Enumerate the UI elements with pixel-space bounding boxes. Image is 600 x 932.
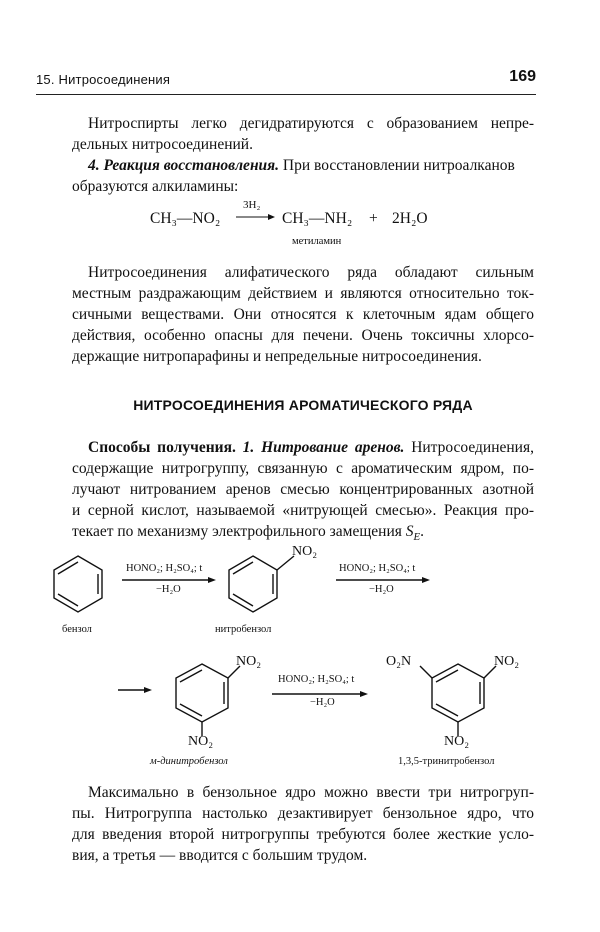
- paragraph-4-line-4: и серной кислот, называемой «нитрующей смесью». Реакция про-: [72, 502, 534, 519]
- reagents-1-bottom: −H₂O: [156, 584, 181, 595]
- reduction-heading: 4. Реакция восстановления.: [88, 157, 280, 174]
- se-symbol: S: [405, 523, 414, 540]
- reagents-3-top: HONO₂; H₂SO₄; t: [278, 674, 355, 685]
- methylamine-label: метиламин: [292, 236, 342, 247]
- reagents-1-top: HONO₂; H₂SO₄; t: [126, 563, 203, 574]
- dinitro-no2-bottom: NO₂: [188, 734, 214, 749]
- paragraph-1-line-2: дельных нитросоединений.: [72, 136, 253, 153]
- trinitro-o2n-left: O₂N: [386, 654, 412, 669]
- nitrobenzene-label: нитробензол: [215, 624, 272, 635]
- equation-product: CH₃—NH₂: [282, 210, 353, 227]
- paragraph-2-line-1: При восстановлении нитроалканов: [279, 157, 515, 174]
- trinitro-label: 1,3,5-тринитробензол: [398, 756, 495, 767]
- trinitro-no2-bottom: NO₂: [444, 734, 470, 749]
- running-header: 15. Нитросоединения: [36, 72, 171, 87]
- nitrobenzene-no2: NO₂: [292, 544, 318, 559]
- paragraph-2-line-2: образуются алкиламины:: [72, 178, 239, 195]
- paragraph-3-line-5: держащие нитропарафины и непредельные нитросоединения.: [72, 348, 482, 365]
- paragraph-5: [72, 782, 534, 866]
- dinitrobenzene-ring: [176, 664, 228, 722]
- reagents-2-bottom: −H₂O: [369, 584, 394, 595]
- reagents-2-top: HONO₂; H₂SO₄; t: [339, 563, 416, 574]
- se-subscript: E: [413, 531, 421, 544]
- paragraph-4-line-5: текает по механизму электрофильного замещения: [72, 523, 402, 540]
- nitration-heading: 1. Нитрование аренов.: [235, 439, 405, 456]
- paragraph-4-line-3: лучают нитрованием аренов смесью концентрированных азотной: [72, 481, 534, 498]
- se-tail: .: [420, 523, 425, 540]
- paragraph-3-line-1: Нитросоединения алифатического ряда обладают сильным: [88, 264, 534, 281]
- nitrobenzene-ring: [229, 556, 277, 612]
- benzene-ring: [54, 556, 102, 612]
- equation-plus: +: [369, 210, 378, 227]
- equation-water: 2H₂O: [392, 210, 428, 227]
- equation-reactant: CH₃—NO₂: [150, 210, 221, 227]
- dinitro-label: м-динитробензол: [150, 756, 228, 767]
- paragraph-5-line-4: вия, а третья — вводится с большим трудом.: [72, 847, 368, 864]
- paragraph-3-line-4: действия, особенно опасны для печени. Очень токсичны хлорсо-: [72, 327, 534, 344]
- benzene-label: бензол: [62, 624, 92, 635]
- paragraph-5-line-1: Максимально в бензольное ядро можно ввести три нитрогруп-: [88, 784, 534, 801]
- equation-reagent: 3H₂: [243, 199, 261, 211]
- paragraph-4-line-2: содержащие нитрогруппу, связанную с ароматическим ядром, по-: [72, 460, 534, 477]
- paragraph-3-line-2: местным раздражающим действием и являются относительно ток-: [72, 285, 534, 302]
- paragraph-5-line-3: для введения второй нитрогруппы требуются более жесткие усло-: [72, 826, 534, 843]
- section-heading: НИТРОСОЕДИНЕНИЯ АРОМАТИЧЕСКОГО РЯДА: [133, 397, 473, 413]
- trinitrobenzene-ring: [432, 664, 484, 722]
- reagents-3-bottom: −H₂O: [310, 697, 335, 708]
- page-number: 169: [509, 68, 536, 85]
- paragraph-5-line-2: пы. Нитрогруппа настолько дезактивирует бензольное ядро, что: [72, 805, 534, 822]
- paragraph-3-line-3: сичными веществами. Они относятся к клеточным ядам общего: [72, 306, 534, 323]
- dinitro-no2-top: NO₂: [236, 654, 262, 669]
- paragraph-1-line-1: Нитроспирты легко дегидратируются с образованием непре-: [88, 115, 534, 132]
- trinitro-no2-right: NO₂: [494, 654, 520, 669]
- methods-heading: Способы получения.: [88, 439, 236, 456]
- paragraph-4-line-1: Нитросоединения,: [404, 439, 534, 456]
